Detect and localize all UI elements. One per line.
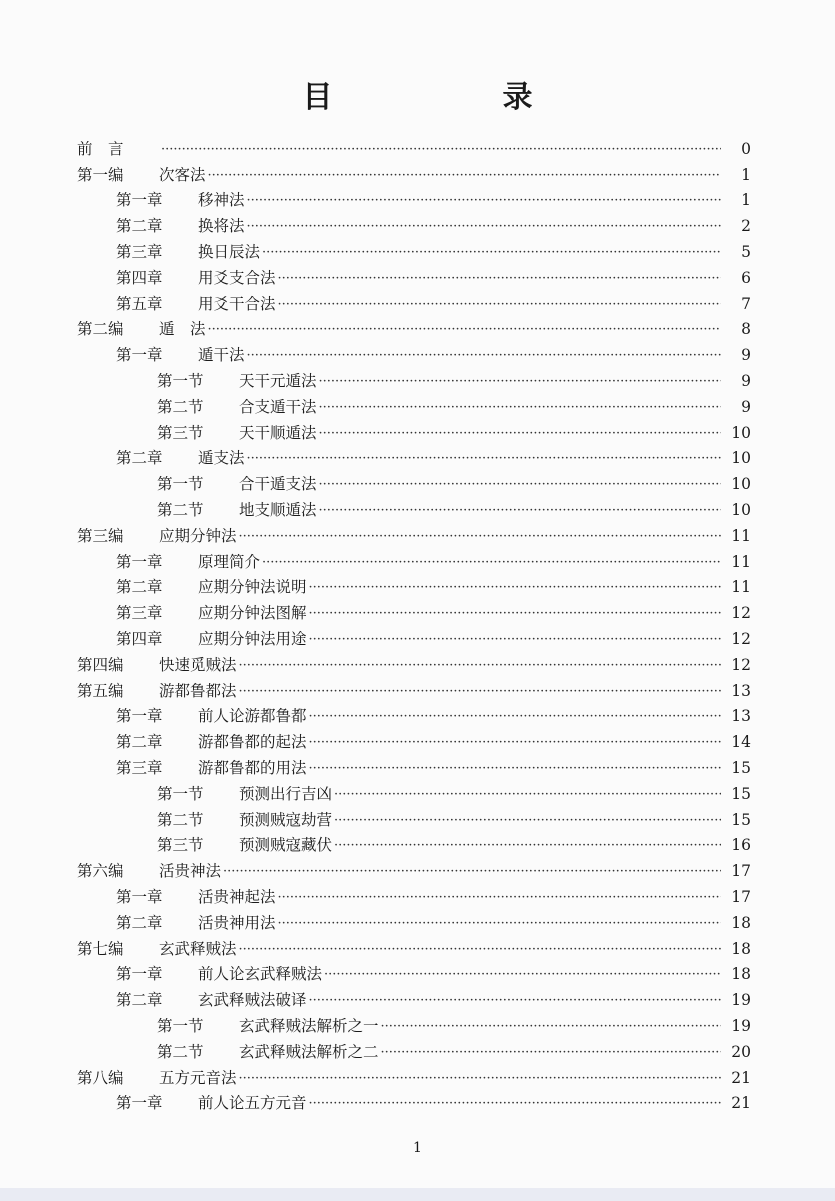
toc-entry[interactable] xyxy=(0,833,835,859)
toc-entry-page: 21 xyxy=(731,1094,751,1113)
toc-entry-page: 11 xyxy=(731,552,751,571)
toc-entry-label: 第一章 xyxy=(116,707,163,726)
toc-entry-page: 13 xyxy=(731,707,751,726)
toc-entry-label: 第一章 xyxy=(116,965,163,984)
toc-leader-dots xyxy=(381,1043,721,1063)
toc-leader-dots xyxy=(309,991,721,1011)
toc-entry-page: 5 xyxy=(741,243,751,262)
toc-entry-label: 第一章 xyxy=(116,888,163,906)
toc-entry-title: 次客法 xyxy=(159,165,206,184)
toc-entry[interactable] xyxy=(0,884,835,910)
toc-entry-page: 1 xyxy=(741,165,751,184)
toc-entry[interactable] xyxy=(0,626,835,652)
toc-leader-dots xyxy=(334,785,721,805)
toc-entry-label: 前 言 xyxy=(77,139,124,158)
toc-entry-title: 地支顺遁法 xyxy=(239,501,317,520)
toc-entry-label: 第三章 xyxy=(116,243,163,262)
toc-entry-page: 8 xyxy=(741,320,751,339)
toc-leader-dots xyxy=(319,424,721,444)
toc-entry[interactable] xyxy=(0,394,835,420)
toc-entry-page: 2 xyxy=(741,217,751,236)
toc-entry[interactable] xyxy=(0,317,835,343)
toc-entry-label: 第一节 xyxy=(157,1016,204,1035)
toc-entry-page: 18 xyxy=(731,913,751,932)
toc-entry-page: 21 xyxy=(731,1068,751,1087)
toc-entry-title: 活贵神起法 xyxy=(198,888,276,906)
toc-leader-dots xyxy=(309,1094,721,1114)
toc-leader-dots xyxy=(247,217,721,237)
toc-entry-title: 游都鲁都的用法 xyxy=(198,759,307,778)
toc-entry-title: 五方元音法 xyxy=(159,1068,237,1087)
toc-entry-label: 第三节 xyxy=(157,423,204,442)
toc-entry-title: 前人论玄武释贼法 xyxy=(198,965,323,984)
toc-entry-title: 预测贼寇劫营 xyxy=(239,810,333,829)
toc-entry-page: 17 xyxy=(731,888,751,906)
toc-entry-title: 天干元遁法 xyxy=(239,372,317,391)
toc-entry-label: 第五编 xyxy=(77,681,124,700)
toc-entry-title: 应期分钟法 xyxy=(159,526,237,545)
toc-entry[interactable] xyxy=(0,1065,835,1091)
toc-entry[interactable] xyxy=(0,755,835,781)
table-of-contents xyxy=(0,136,835,1116)
toc-entry-page: 15 xyxy=(731,759,751,778)
toc-entry-label: 第二节 xyxy=(157,810,204,829)
toc-entry-page: 15 xyxy=(731,784,751,803)
toc-entry-label: 第一编 xyxy=(77,165,124,184)
toc-leader-dots xyxy=(324,965,721,985)
toc-leader-dots xyxy=(208,320,721,340)
toc-entry-title: 活贵神法 xyxy=(159,862,222,881)
toc-leader-dots xyxy=(319,372,721,392)
toc-entry-title: 用爻干合法 xyxy=(198,294,276,313)
toc-entry-label: 第三节 xyxy=(157,836,204,855)
toc-entry[interactable] xyxy=(0,910,835,936)
toc-entry-label: 第八编 xyxy=(77,1068,124,1087)
toc-entry-page: 15 xyxy=(731,810,751,829)
toc-entry[interactable] xyxy=(0,342,835,368)
toc-entry-label: 第一章 xyxy=(116,191,163,210)
toc-entry[interactable] xyxy=(0,162,835,188)
toc-entry[interactable] xyxy=(0,420,835,446)
toc-entry-title: 应期分钟法图解 xyxy=(198,604,307,623)
toc-entry-title: 移神法 xyxy=(198,191,245,210)
toc-leader-dots xyxy=(161,140,721,160)
toc-entry-page: 10 xyxy=(731,475,751,494)
toc-entry-title: 遁干法 xyxy=(198,346,245,365)
toc-entry-page: 18 xyxy=(731,939,751,958)
toc-entry-page: 17 xyxy=(731,862,751,881)
toc-entry[interactable] xyxy=(0,497,835,523)
toc-leader-dots xyxy=(334,836,721,856)
toc-leader-dots xyxy=(247,346,721,366)
toc-leader-dots xyxy=(208,166,721,186)
toc-entry[interactable] xyxy=(0,704,835,730)
toc-leader-dots xyxy=(239,1069,721,1089)
toc-entry[interactable] xyxy=(0,368,835,394)
toc-leader-dots xyxy=(239,682,721,702)
toc-entry[interactable] xyxy=(0,987,835,1013)
toc-entry[interactable] xyxy=(0,291,835,317)
toc-entry-page: 7 xyxy=(741,294,751,313)
toc-entry-label: 第二编 xyxy=(77,320,124,339)
toc-leader-dots xyxy=(319,398,721,418)
toc-entry[interactable] xyxy=(0,446,835,472)
toc-leader-dots xyxy=(309,604,721,624)
toc-entry[interactable] xyxy=(0,858,835,884)
toc-leader-dots xyxy=(239,527,721,547)
toc-entry-page: 10 xyxy=(731,501,751,520)
toc-entry[interactable] xyxy=(0,471,835,497)
toc-entry-page: 12 xyxy=(731,604,751,623)
toc-entry-title: 预测贼寇藏伏 xyxy=(239,836,333,855)
toc-entry[interactable] xyxy=(0,1090,835,1116)
toc-entry-page: 9 xyxy=(741,372,751,391)
toc-entry[interactable] xyxy=(0,188,835,214)
toc-entry-title: 游都鲁都法 xyxy=(159,681,237,700)
toc-entry-label: 第一章 xyxy=(116,1094,163,1113)
toc-leader-dots xyxy=(309,733,721,753)
toc-leader-dots xyxy=(309,630,721,650)
toc-entry-title: 遁 法 xyxy=(159,320,206,339)
toc-entry-label: 第二节 xyxy=(157,1042,204,1061)
toc-entry[interactable] xyxy=(0,265,835,291)
toc-entry-label: 第二章 xyxy=(116,217,163,236)
toc-entry-title: 合干遁支法 xyxy=(239,475,317,494)
toc-leader-dots xyxy=(334,811,721,831)
toc-leader-dots xyxy=(278,269,721,289)
toc-entry-label: 第二节 xyxy=(157,501,204,520)
toc-entry-title: 原理简介 xyxy=(198,552,261,571)
toc-leader-dots xyxy=(278,914,721,934)
toc-entry-label: 第三章 xyxy=(116,759,163,778)
toc-leader-dots xyxy=(239,940,721,960)
toc-entry-label: 第一节 xyxy=(157,784,204,803)
toc-entry[interactable] xyxy=(0,936,835,962)
toc-entry-page: 9 xyxy=(741,346,751,365)
toc-leader-dots xyxy=(278,295,721,315)
toc-entry-title: 玄武释贼法 xyxy=(159,939,237,958)
toc-entry-label: 第三编 xyxy=(77,526,124,545)
toc-entry-label: 第一章 xyxy=(116,552,163,571)
toc-entry[interactable] xyxy=(0,652,835,678)
toc-entry[interactable] xyxy=(0,549,835,575)
toc-entry-title: 前人论游都鲁都 xyxy=(198,707,307,726)
toc-entry[interactable] xyxy=(0,600,835,626)
toc-entry-page: 10 xyxy=(731,449,751,468)
toc-entry-title: 玄武释贼法解析之二 xyxy=(239,1042,379,1061)
toc-entry-title: 前人论五方元音 xyxy=(198,1094,307,1113)
toc-entry-page: 11 xyxy=(731,578,751,597)
page-number: 1 xyxy=(413,1140,422,1156)
toc-leader-dots xyxy=(247,449,721,469)
toc-entry-label: 第四编 xyxy=(77,655,124,674)
toc-entry[interactable] xyxy=(0,781,835,807)
toc-entry-page: 19 xyxy=(731,991,751,1010)
toc-entry-title: 换日辰法 xyxy=(198,243,261,262)
toc-entry-page: 13 xyxy=(731,681,751,700)
toc-entry-label: 第二章 xyxy=(116,913,163,932)
toc-entry[interactable] xyxy=(0,1013,835,1039)
toc-entry-page: 10 xyxy=(731,423,751,442)
toc-entry-page: 0 xyxy=(741,139,751,158)
toc-entry-page: 14 xyxy=(731,733,751,752)
toc-entry-page: 9 xyxy=(741,397,751,416)
toc-entry-page: 20 xyxy=(731,1042,751,1061)
toc-entry-page: 12 xyxy=(731,655,751,674)
toc-entry-title: 应期分钟法用途 xyxy=(198,630,307,649)
toc-entry-title: 遁支法 xyxy=(198,449,245,468)
toc-entry-page: 19 xyxy=(731,1016,751,1035)
toc-entry[interactable] xyxy=(0,575,835,601)
toc-entry-label: 第五章 xyxy=(116,294,163,313)
toc-entry-label: 第四章 xyxy=(116,630,163,649)
toc-entry-title: 应期分钟法说明 xyxy=(198,578,307,597)
toc-leader-dots xyxy=(247,191,721,211)
toc-entry-label: 第一节 xyxy=(157,475,204,494)
toc-entry-page: 6 xyxy=(741,268,751,287)
toc-entry-title: 快速觅贼法 xyxy=(159,655,237,674)
toc-entry-title: 预测出行吉凶 xyxy=(239,784,333,803)
toc-entry-title: 活贵神用法 xyxy=(198,913,276,932)
toc-leader-dots xyxy=(262,553,721,573)
toc-entry-label: 第二章 xyxy=(116,733,163,752)
toc-entry[interactable] xyxy=(0,136,835,162)
toc-entry-label: 第一章 xyxy=(116,346,163,365)
toc-entry-label: 第二章 xyxy=(116,991,163,1010)
toc-entry[interactable] xyxy=(0,523,835,549)
toc-entry-label: 第七编 xyxy=(77,939,124,958)
toc-entry-page: 16 xyxy=(731,836,751,855)
toc-entry-label: 第四章 xyxy=(116,268,163,287)
toc-leader-dots xyxy=(381,1017,721,1037)
toc-entry-title: 合支遁干法 xyxy=(239,397,317,416)
toc-leader-dots xyxy=(309,707,721,727)
toc-entry[interactable] xyxy=(0,678,835,704)
toc-leader-dots xyxy=(319,501,721,521)
toc-entry[interactable] xyxy=(0,729,835,755)
toc-leader-dots xyxy=(319,475,721,495)
toc-entry-title: 玄武释贼法解析之一 xyxy=(239,1016,379,1035)
toc-entry-title: 换将法 xyxy=(198,217,245,236)
toc-entry-title: 游都鲁都的起法 xyxy=(198,733,307,752)
toc-entry-page: 11 xyxy=(731,526,751,545)
toc-entry[interactable] xyxy=(0,1039,835,1065)
toc-entry-label: 第一节 xyxy=(157,372,204,391)
toc-entry-label: 第六编 xyxy=(77,862,124,881)
toc-entry[interactable] xyxy=(0,962,835,988)
page-title: 目 录 xyxy=(302,80,603,116)
toc-entry[interactable] xyxy=(0,807,835,833)
toc-entry-label: 第二章 xyxy=(116,449,163,468)
toc-entry-page: 18 xyxy=(731,965,751,984)
toc-entry-label: 第二章 xyxy=(116,578,163,597)
toc-leader-dots xyxy=(223,862,721,882)
toc-entry-title: 玄武释贼法破译 xyxy=(198,991,307,1010)
toc-leader-dots xyxy=(262,243,721,263)
toc-entry[interactable] xyxy=(0,239,835,265)
toc-leader-dots xyxy=(309,578,721,598)
toc-entry-title: 用爻支合法 xyxy=(198,268,276,287)
toc-entry-page: 1 xyxy=(741,191,751,210)
toc-entry-page: 12 xyxy=(731,630,751,649)
toc-entry[interactable] xyxy=(0,213,835,239)
viewer-bottom-strip xyxy=(0,1188,835,1201)
toc-entry-label: 第三章 xyxy=(116,604,163,623)
toc-entry-label: 第二节 xyxy=(157,397,204,416)
toc-leader-dots xyxy=(278,888,721,908)
toc-leader-dots xyxy=(239,656,721,676)
toc-entry-title: 天干顺遁法 xyxy=(239,423,317,442)
toc-leader-dots xyxy=(309,759,721,779)
